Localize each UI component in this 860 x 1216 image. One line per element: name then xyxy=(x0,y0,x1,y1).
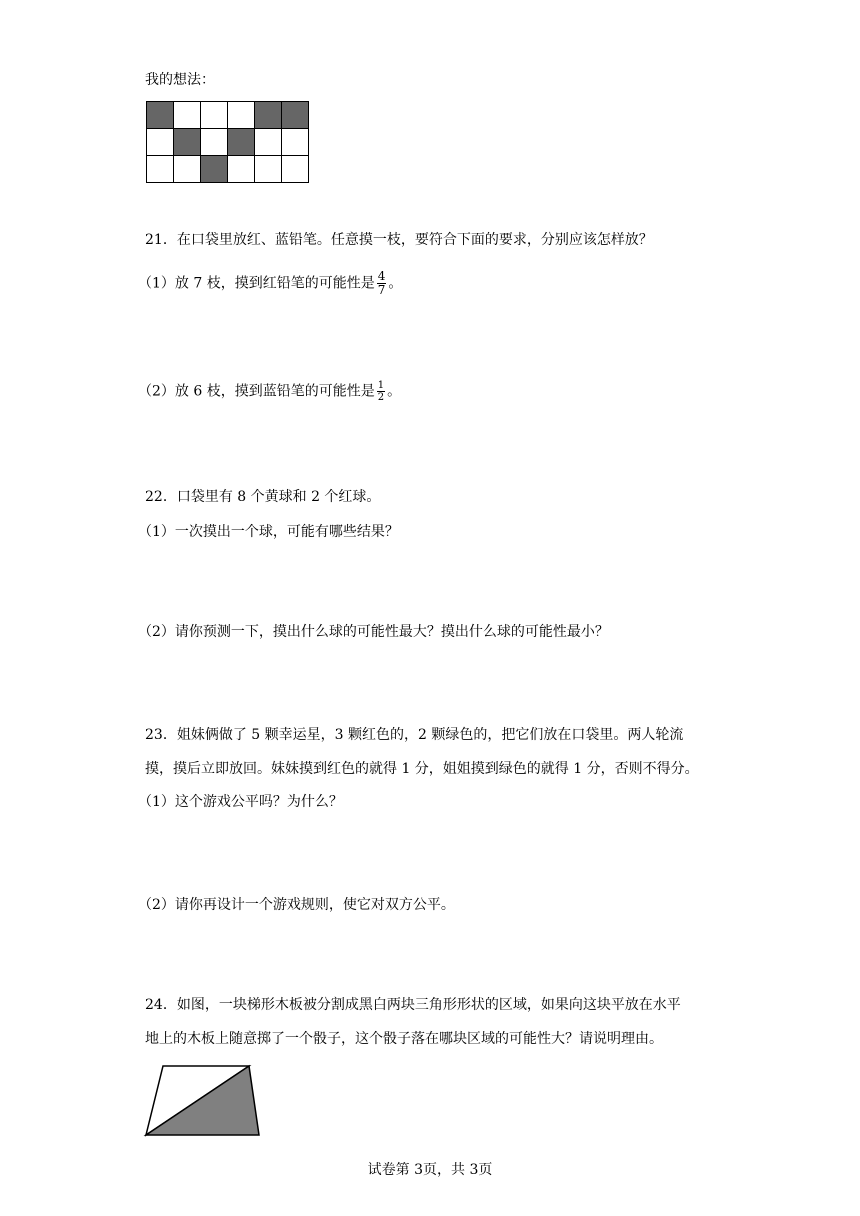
grid-cell-blank xyxy=(147,129,174,156)
grid-cell-blank xyxy=(201,129,228,156)
q22-part1: （1）一次摸出一个球，可能有哪些结果？ xyxy=(138,524,399,540)
fraction-numerator: 4 xyxy=(377,269,386,283)
grid-cell-blank xyxy=(174,102,201,129)
q22-stem: 22．口袋里有 8 个黄球和 2 个红球。 xyxy=(145,489,381,505)
q23-stem-line2: 摸，摸后立即放回。妹妹摸到红色的就得 1 分，姐姐摸到绿色的就得 1 分，否则不得分。 xyxy=(145,761,699,777)
q24-stem-line1: 24．如图，一块梯形木板被分割成黑白两块三角形形状的区域，如果向这块平放在水平 xyxy=(145,997,681,1013)
q21-part2-end: 。 xyxy=(387,383,402,400)
grid-cell-blank xyxy=(147,156,174,183)
q24-stem-line2: 地上的木板上随意掷了一个骰子，这个骰子落在哪块区域的可能性大？请说明理由。 xyxy=(145,1031,663,1047)
fraction-four-sevenths xyxy=(377,270,387,297)
q21-stem: 21．在口袋里放红、蓝铅笔。任意摸一枝，要符合下面的要求，分别应该怎样放？ xyxy=(145,232,653,248)
fraction-denominator: 2 xyxy=(377,392,385,403)
grid-cell-shaded xyxy=(201,156,228,183)
grid-cell-blank xyxy=(255,129,282,156)
grid-cell-blank xyxy=(228,156,255,183)
q23-stem-line1: 23．姐妹俩做了 5 颗幸运星，3 颗红色的，2 颗绿色的，把它们放在口袋里。两人轮流 xyxy=(145,727,684,743)
page-footer: 试卷第 3页，共 3页 xyxy=(367,1162,493,1178)
grid-cell-blank xyxy=(282,129,309,156)
q21-part2-text: （2）放 6 枝，摸到蓝铅笔的可能性是 xyxy=(138,383,375,400)
fraction-one-half xyxy=(377,380,385,403)
grid-row xyxy=(147,102,309,129)
grid-cell-blank xyxy=(228,102,255,129)
q22-part2: （2）请你预测一下，摸出什么球的可能性最大？摸出什么球的可能性最小？ xyxy=(138,624,609,640)
grid-cell-blank xyxy=(201,102,228,129)
grid-cell-shaded xyxy=(282,102,309,129)
q23-part2: （2）请你再设计一个游戏规则，使它对双方公平。 xyxy=(138,897,455,913)
fraction-numerator: 1 xyxy=(377,380,385,391)
q21-part1-text: （1）放 7 枝，摸到红铅笔的可能性是 xyxy=(138,275,375,292)
grid-cell-shaded xyxy=(174,129,201,156)
q23-part1: （1）这个游戏公平吗？为什么？ xyxy=(138,794,343,810)
grid-cell-shaded xyxy=(147,102,174,129)
q21-part1-end: 。 xyxy=(388,275,403,292)
q21-part2 xyxy=(138,380,401,403)
q21-part1 xyxy=(138,270,402,297)
shaded-grid xyxy=(146,101,309,183)
fraction-denominator: 7 xyxy=(377,283,386,297)
grid-cell-blank xyxy=(255,156,282,183)
grid-cell-blank xyxy=(282,156,309,183)
grid-cell-shaded xyxy=(255,102,282,129)
grid-row xyxy=(147,156,309,183)
grid-cell-shaded xyxy=(228,129,255,156)
thoughts-label: 我的想法： xyxy=(145,72,215,88)
trapezoid-figure xyxy=(142,1063,266,1139)
grid-cell-blank xyxy=(174,156,201,183)
grid-row xyxy=(147,129,309,156)
